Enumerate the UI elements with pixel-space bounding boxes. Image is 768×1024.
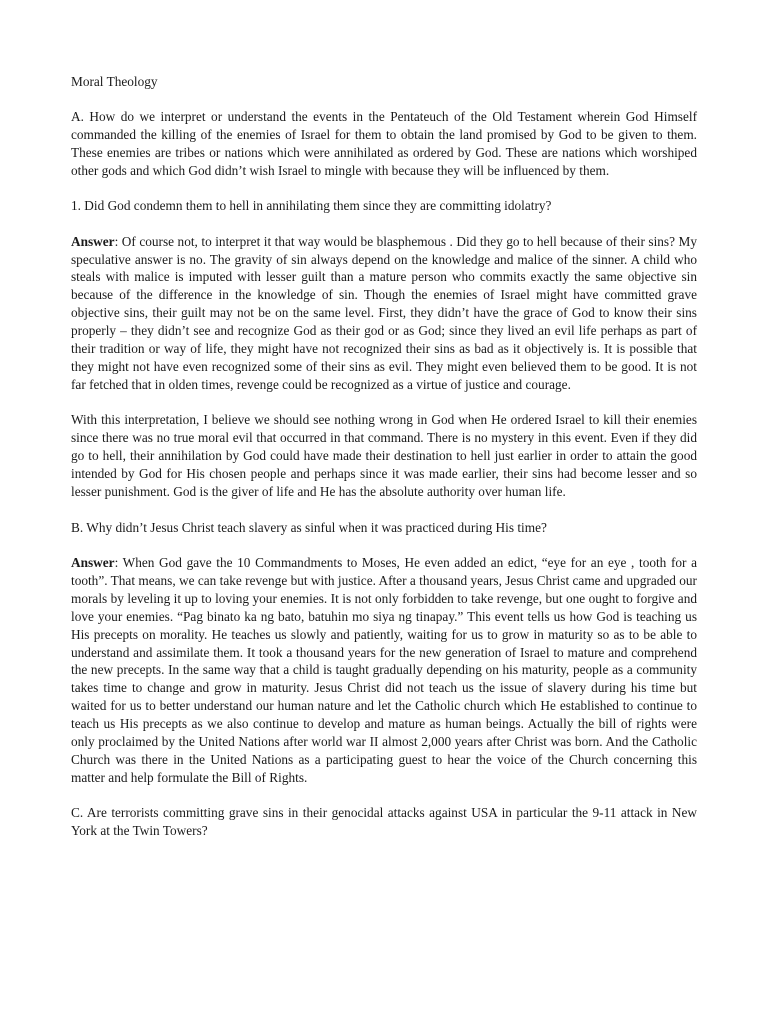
- answer-2-paragraph: [71, 554, 697, 787]
- section-a-question: A. How do we interpret or understand the events in the Pentateuch of the Old Testament wherein God Himself commanded the killing of the enemies of Israel for them to obtain the land promised by God to be given to them. These enemies are tribes or nations which were annihilated as ordered by God. These are nations which worshiped other gods and which God didn’t wish Israel to mingle with because they will be influenced by them.: [71, 108, 697, 178]
- answer-label: Answer: [71, 233, 115, 249]
- answer-2-text: : When God gave the 10 Commandments to Moses, He even added an edict, “eye for an eye , tooth for a tooth”. That means, we can take revenge but with justice. After a thousand years, Jesus Christ came and upgraded our morals by leveling it up to loving your enemies. It is not only forbidden to take revenge, but one ought to forgive and love your enemies. “Pag binato ka ng bato, batuhin mo siya ng tinapay.” This event tells us how God is teaching us His precepts on morality. He teaches us slowly and patiently, waiting for us to grow in maturity so as to be able to understand and assimilate them. It took a thousand years for the new generation of Israel to mature and comprehend the new precepts. In the same way that a child is taught gradually depending on his maturity, people as a community takes time to change and grow in maturity. Jesus Christ did not teach us the issue of slavery during his time but waited for us to better understand our human nature and let the Catholic church which He established to continue to teach us His precepts as we also continue to develop and mature as human beings. Actually the bill of rights were only proclaimed by the United Nations after world war II almost 2,000 years after Christ was born. And the Catholic Church was there in the United Nations as a participating guest to hear the voice of the Church concerning this matter and help formulate the Bill of Rights.: [71, 555, 697, 785]
- document-body: [71, 73, 697, 858]
- section-a-conclusion: With this interpretation, I believe we should see nothing wrong in God when He ordered Israel to kill their enemies since there was no true moral evil that occurred in that command. There is no mystery in this event. Even if they did go to hell, their annihilation by God could have made their destination to hell just earlier in order to attain the good intended by God for His chosen people and perhaps since it was made earlier, their sins had become lesser and so lesser punishment. God is the giver of life and He has the absolute authority over human life.: [71, 412, 697, 499]
- answer-1-text: : Of course not, to interpret it that way would be blasphemous . Did they go to hell because of their sins? My speculative answer is no. The gravity of sin always depend on the knowledge and malice of the sinner. A child who steals with malice is imputed with lesser guilt than a mature person who commits exactly the same objective sin because of the difference in the knowledge of sin. Though the enemies of Israel might have committed grave objective sins, their guilt may not be on the same level. First, they didn’t have the grace of God to know their sins properly – they didn’t see and recognize God as their god or as God; since they lived an evil life perhaps as part of their tradition or way of life, they might have not recognized their sins as bad as it objectively is. It is possible that they might not have even recognized some of their sins as evil. They might even believed them to be good. It is not far fetched that in olden times, revenge could be recognized as a virtue of justice and courage.: [71, 233, 697, 392]
- section-c-question: C. Are terrorists committing grave sins in their genocidal attacks against USA in particular the 9-11 attack in New York at the Twin Towers?: [71, 805, 697, 839]
- section-b-question: B. Why didn’t Jesus Christ teach slavery as sinful when it was practiced during His time?: [71, 519, 547, 535]
- document-title: Moral Theology: [71, 74, 158, 89]
- answer-1-paragraph: [71, 233, 697, 394]
- question-1: 1. Did God condemn them to hell in annihilating them since they are committing idolatry?: [71, 198, 552, 214]
- answer-label: Answer: [71, 555, 115, 570]
